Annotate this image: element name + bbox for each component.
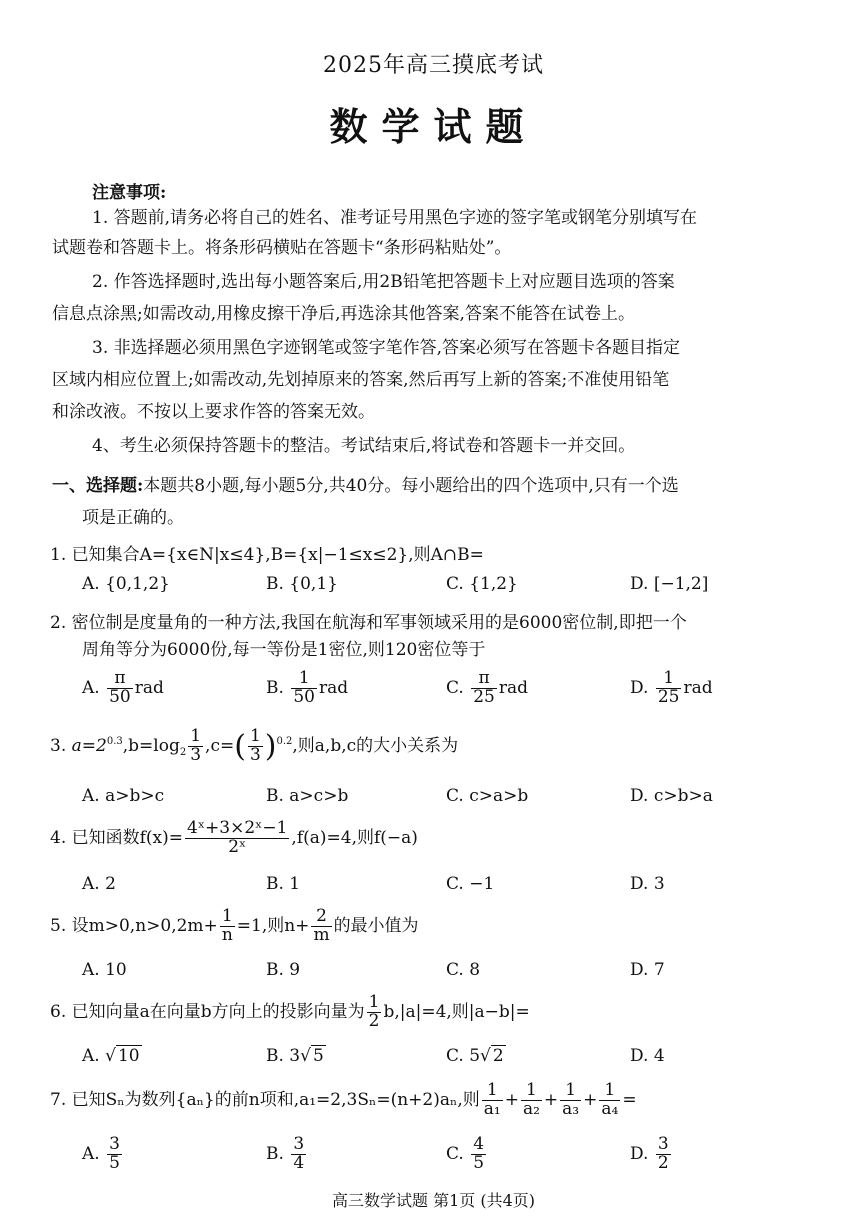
question-1-stem: 1. 已知集合A={x∈N|x≤4},B={x|−1≤x≤2},则A∩B= <box>50 545 484 565</box>
q1-option-c: C. {1,2} <box>446 574 518 594</box>
page-footer: 高三数学试题 第1页 (共4页) <box>331 1191 536 1210</box>
q2-option-c: C. $\frac{\pi}{25}$ rad <box>446 668 529 707</box>
q1-option-b: B. {0,1} <box>266 574 338 594</box>
section-heading <box>52 474 679 498</box>
q6-option-c: C. 5√ 2 <box>446 1046 504 1066</box>
q5-option-b: B. 9 <box>266 960 301 980</box>
q3-option-c: C. c>a>b <box>446 786 529 806</box>
q6-option-b: B. 3√ 5 <box>266 1046 324 1066</box>
q4-option-a: A. 2 <box>82 874 116 894</box>
section-label: 一、选择题: <box>52 476 144 496</box>
section-desc-cont: 项是正确的。 <box>82 508 184 528</box>
q2-option-a: A. $\frac{\pi}{50}$ rad <box>82 668 164 707</box>
notice-line: 1. 答题前,请务必将自己的姓名、准考证号用黑色字迹的签字笔或钢笔分别填写在 <box>92 208 698 228</box>
q7-option-a: A. $\frac{3}{5}$ <box>82 1134 120 1173</box>
q7-option-c: C. $\frac{4}{5}$ <box>446 1134 485 1173</box>
question-2-stem: 2. 密位制是度量角的一种方法,我国在航海和军事领域采用的是6000密位制,即把一个 <box>50 613 687 633</box>
question-4-stem: 4. 已知函数f(x)= $\frac{\text{4ˣ+3×2ˣ−1}}{\text{2ˣ}}$ ,f(a)=4,则f(−a) <box>50 818 418 857</box>
notice-line: 4、考生必须保持答题卡的整洁。考试结束后,将试卷和答题卡一并交回。 <box>92 436 636 456</box>
q1-option-d: D. [−1,2] <box>630 574 709 594</box>
question-3-stem: 3. $a=2^{0.3},b=\log_2$ $\frac{1}{3}$ ,c=( $\frac{1}{3}$ )$^{0.2}$,则a,b,c的大小关系为 <box>50 726 459 765</box>
notice-heading: 注意事项: <box>92 183 167 203</box>
question-5-stem: 5. 设m>0,n>0,2m+ $\frac{1}{n}$ =1,则n+ $\frac{2}{m}$ 的最小值为 <box>50 906 419 945</box>
q4-option-d: D. 3 <box>630 874 665 894</box>
notice-line: 3. 非选择题必须用黑色字迹钢笔或签字笔作答,答案必须写在答题卡各题目指定 <box>92 338 681 358</box>
q2-option-d: D. $\frac{1}{25}$ rad <box>630 668 713 707</box>
notice-line: 区域内相应位置上;如需改动,先划掉原来的答案,然后再写上新的答案;不准使用铅笔 <box>52 370 670 390</box>
notice-line: 信息点涂黑;如需改动,用橡皮擦干净后,再选涂其他答案,答案不能答在试卷上。 <box>52 304 635 324</box>
q3-option-d: D. c>b>a <box>630 786 713 806</box>
q3-option-b: B. a>c>b <box>266 786 349 806</box>
question-2-stem-cont: 周角等分为6000份,每一等份是1密位,则120密位等于 <box>82 640 486 660</box>
question-7-stem: 7. 已知Sₙ为数列{aₙ}的前n项和,a₁=2,3Sₙ=(n+2)aₙ,则 $\frac{1}{\text{a₁}}$ + $\frac{1}{\text{a₂}}$ + $\frac{1}{\text{a₃}}$ + $\frac{1}{\text{a₄}}$ = <box>50 1080 637 1119</box>
q6-option-d: D. 4 <box>630 1046 665 1066</box>
q7-option-b: B. $\frac{3}{4}$ <box>266 1134 305 1173</box>
question-6-stem: 6. 已知向量a在向量b方向上的投影向量为 $\frac{1}{2}$ b,|a|=4,则|a−b|= <box>50 992 530 1031</box>
q2-option-b: B. $\frac{1}{50}$ rad <box>266 668 349 707</box>
q1-option-a: A. {0,1,2} <box>82 574 170 594</box>
q4-option-b: B. 1 <box>266 874 301 894</box>
q3-option-a: A. a>b>c <box>82 786 165 806</box>
notice-line: 2. 作答选择题时,选出每小题答案后,用2B铅笔把答题卡上对应题目选项的答案 <box>92 272 675 292</box>
exam-subtitle: 2025年高三摸底考试 <box>323 53 544 78</box>
q7-option-d: D. $\frac{3}{2}$ <box>630 1134 669 1173</box>
notice-line: 试题卷和答题卡上。将条形码横贴在答题卡“条形码粘贴处”。 <box>52 238 512 258</box>
section-desc: 本题共8小题,每小题5分,共40分。每小题给出的四个选项中,只有一个选 <box>143 476 679 496</box>
q5-option-d: D. 7 <box>630 960 665 980</box>
exam-title: 数学试题 <box>329 104 538 149</box>
notice-line: 和涂改液。不按以上要求作答的答案无效。 <box>52 402 375 422</box>
q6-option-a: A. √ 10 <box>82 1046 140 1066</box>
q5-option-c: C. 8 <box>446 960 481 980</box>
q5-option-a: A. 10 <box>82 960 127 980</box>
q4-option-c: C. −1 <box>446 874 495 894</box>
